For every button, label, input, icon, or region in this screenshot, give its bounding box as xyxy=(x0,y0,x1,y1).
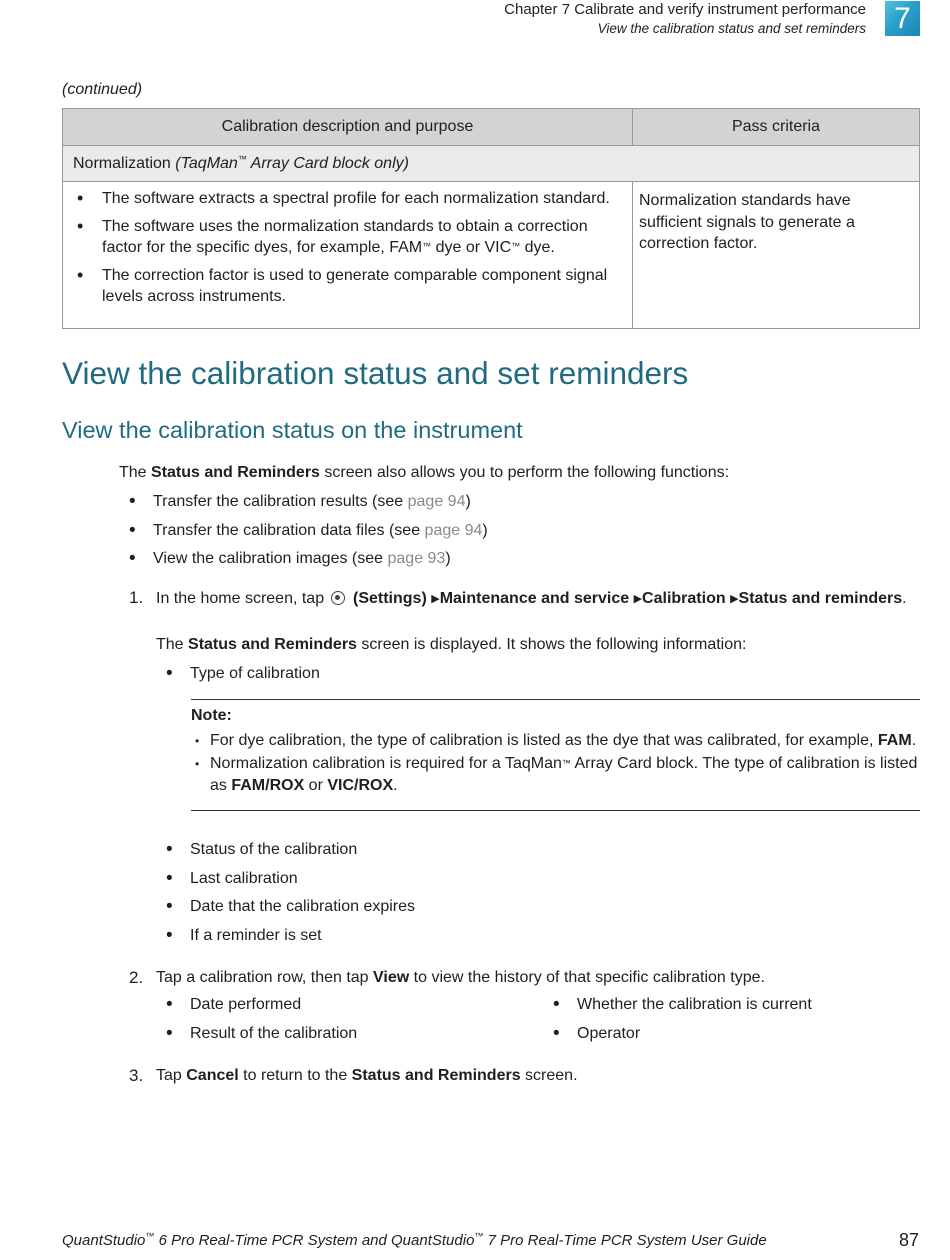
page-link[interactable]: page 94 xyxy=(407,493,466,510)
chapter-label: Chapter 7 xyxy=(504,1,571,18)
step-3-text: Tap Cancel to return to the Status and Reminders screen. xyxy=(156,1067,578,1084)
arrow-right-icon: ▶ xyxy=(431,593,440,605)
history-list-col1 xyxy=(156,996,357,1053)
chapter-number-badge: 7 xyxy=(885,1,920,36)
page-link[interactable]: page 93 xyxy=(387,550,446,567)
description-cell xyxy=(63,182,633,329)
list-item: • Transfer the calibration data files (see page 94) xyxy=(119,522,488,551)
list-item: • Date that the calibration expires xyxy=(156,898,415,927)
page-link[interactable]: page 94 xyxy=(424,521,483,539)
settings-gear-icon xyxy=(331,591,345,605)
chapter-title: Calibrate and verify instrument performance xyxy=(574,1,866,18)
list-item: • Transfer the calibration results (see page 94) xyxy=(119,493,488,522)
note-item: • Normalization calibration is required for a TaqMan™ Array Card block. The type of calibration is listed as FAM/ROX or VIC/ROX. xyxy=(191,753,920,798)
step-1-text: In the home screen, tap (Settings) ▶Maintenance and service ▶Calibration ▶Status and reminders. xyxy=(156,590,907,607)
calibration-table xyxy=(62,108,920,329)
note-box xyxy=(191,699,920,811)
step-2-text: Tap a calibration row, then tap View to view the history of that specific calibration type. xyxy=(156,969,765,986)
list-item: • The software extracts a spectral profile for each normalization standard. xyxy=(73,188,624,210)
running-header-chapter xyxy=(504,1,866,18)
table-row xyxy=(63,182,920,329)
note-item: • For dye calibration, the type of calibration is listed as the dye that was calibrated, for example, FAM. xyxy=(191,730,920,753)
arrow-right-icon: ▶ xyxy=(633,593,643,605)
pass-criteria-cell: Normalization standards have sufficient signals to generate a correction factor. xyxy=(633,182,920,329)
list-item: • The software uses the normalization standards to obtain a correction factor for the specific dyes, for example, FAM™ dye or VIC™ dye. xyxy=(73,216,624,259)
functions-list xyxy=(119,493,488,579)
section-heading: View the calibration status and set reminders xyxy=(62,355,689,391)
continued-label: (continued) xyxy=(62,81,143,98)
note-title: Note: xyxy=(191,707,232,724)
normalization-subheader: Normalization (TaqMan™ Array Card block only) xyxy=(63,146,920,182)
running-header-section: View the calibration status and set reminders xyxy=(597,21,866,36)
list-item: • Operator xyxy=(543,1025,812,1054)
info-list-first xyxy=(156,665,320,694)
column-header-description: Calibration description and purpose xyxy=(63,109,633,146)
list-item: • Date performed xyxy=(156,996,357,1025)
list-item: • If a reminder is set xyxy=(156,927,415,956)
subsection-heading: View the calibration status on the instrument xyxy=(62,417,523,443)
column-header-pass-criteria: Pass criteria xyxy=(633,109,920,146)
step-1-result: The Status and Reminders screen is displayed. It shows the following information: xyxy=(156,636,747,653)
table-subheader-row xyxy=(63,146,920,182)
list-item: • Whether the calibration is current xyxy=(543,996,812,1025)
list-item: • Type of calibration xyxy=(156,665,320,694)
list-item: • Status of the calibration xyxy=(156,841,415,870)
list-item: • View the calibration images (see page 93) xyxy=(119,550,488,579)
arrow-right-icon: ▶ xyxy=(730,593,739,605)
step-number: 2. xyxy=(129,968,144,987)
list-item: • Last calibration xyxy=(156,870,415,899)
page-number: 87 xyxy=(899,1230,920,1250)
list-item: • The correction factor is used to generate comparable component signal levels across instruments. xyxy=(73,265,624,308)
step-number: 1. xyxy=(129,588,144,607)
footer-title: QuantStudio™ 6 Pro Real-Time PCR System and QuantStudio™ 7 Pro Real-Time PCR System User Guide xyxy=(62,1231,767,1249)
list-item: • Result of the calibration xyxy=(156,1025,357,1054)
step-number: 3. xyxy=(129,1066,144,1085)
intro-paragraph: The Status and Reminders screen also allows you to perform the following functions: xyxy=(119,464,730,481)
info-list-rest xyxy=(156,841,415,955)
table-header-row xyxy=(63,109,920,146)
history-list-col2 xyxy=(543,996,812,1053)
